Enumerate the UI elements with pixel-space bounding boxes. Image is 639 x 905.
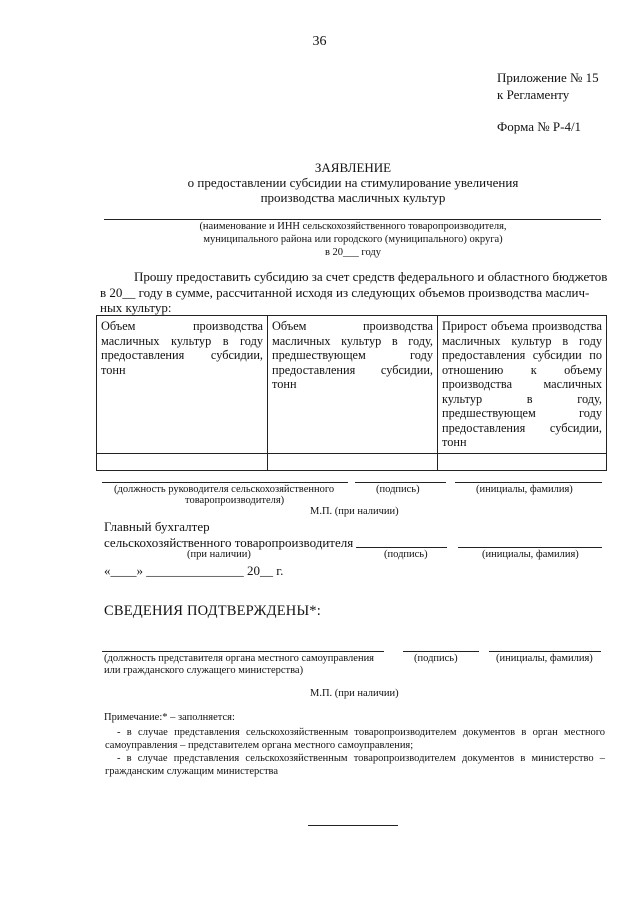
year-field: в 20___ году [324, 247, 382, 258]
applicant-caption-1: (наименование и ИНН сельскохозяйственного товаропроизводителя, [199, 221, 507, 232]
title-line-1: о предоставлении субсидии на стимулирование увеличения [187, 175, 519, 190]
rep-initials-caption: (инициалы, фамилия) [496, 653, 593, 664]
header-current-year: Объем производства масличных культур в году предоставления субсидии, тонн [97, 316, 268, 454]
form-number: Форма № Р-4/1 [497, 119, 582, 134]
note-item-1: - в случае представления сельскохозяйственным товаропроизводителем документов в орган местного самоуправления – представителем органа местного самоуправления; [105, 727, 605, 751]
head-initials-caption: (инициалы, фамилия) [476, 484, 573, 495]
head-signature-caption: (подпись) [376, 484, 420, 495]
note-item-2: - в случае представления сельскохозяйственным товаропроизводителем документов в министерство – гражданским служащим министерства [105, 753, 605, 777]
table-header-row [97, 316, 607, 454]
head-position-line[interactable] [102, 482, 348, 483]
title-line-2: производства масличных культур [260, 190, 446, 205]
accountant-label-1: Главный бухгалтер [104, 519, 210, 534]
header-growth: Прирост объема производства масличных культур в году предоставления субсидии по отношению к объему производства масличных культур в году, предшествующем году предоставления субсидии, тонн [438, 316, 607, 454]
head-position-caption-2: товаропроизводителя) [185, 495, 285, 506]
accountant-label-2: сельскохозяйственного товаропроизводителя [104, 535, 354, 550]
rep-position-caption-2: или гражданского служащего министерства) [104, 665, 304, 676]
rep-signature-caption: (подпись) [414, 653, 458, 664]
rep-stamp-note: М.П. (при наличии) [310, 688, 399, 699]
head-initials-line[interactable] [455, 482, 602, 483]
request-line-1: Прошу предоставить субсидию за счет средств федерального и областного бюджетов [134, 269, 608, 284]
date-field[interactable]: «____» _______________ 20__ г. [104, 563, 284, 578]
note-title: Примечание:* – заполняется: [104, 712, 235, 723]
accountant-if-any: (при наличии) [187, 549, 251, 560]
accountant-initials-line[interactable] [458, 547, 602, 548]
cell-previous-year[interactable] [268, 453, 438, 470]
accountant-signature-caption: (подпись) [384, 549, 428, 560]
head-position-caption: (должность руководителя сельскохозяйственного [114, 484, 335, 495]
rep-signature-line[interactable] [403, 651, 479, 652]
accountant-signature-line[interactable] [356, 547, 447, 548]
table-row [97, 453, 607, 470]
request-line-3: ных культур: [100, 300, 172, 315]
cell-current-year[interactable] [97, 453, 268, 470]
request-line-2: в 20__ году в сумме, рассчитанной исходя из следующих объемов производства маслич- [100, 285, 590, 300]
rep-position-caption-1: (должность представителя органа местного самоуправления [104, 653, 375, 664]
appendix-label: Приложение № 15 [497, 70, 599, 85]
accountant-initials-caption: (инициалы, фамилия) [482, 549, 579, 560]
rep-position-line[interactable] [102, 651, 384, 652]
cell-growth[interactable] [438, 453, 607, 470]
rep-initials-line[interactable] [489, 651, 601, 652]
applicant-name-line[interactable] [104, 219, 601, 220]
footer-divider [308, 825, 398, 826]
production-table [96, 315, 607, 471]
confirmed-heading: СВЕДЕНИЯ ПОДТВЕРЖДЕНЫ*: [104, 603, 321, 619]
stamp-note: М.П. (при наличии) [310, 506, 399, 517]
document-title: ЗАЯВЛЕНИЕ [314, 160, 392, 175]
head-signature-line[interactable] [355, 482, 446, 483]
applicant-caption-2: муниципального района или городского (муниципального) округа) [203, 234, 503, 245]
header-previous-year: Объем производства масличных культур в году, предшествующем году предоставления субсидии, тонн [268, 316, 438, 454]
page-number: 36 [312, 34, 327, 49]
regulation-label: к Регламенту [497, 87, 570, 102]
